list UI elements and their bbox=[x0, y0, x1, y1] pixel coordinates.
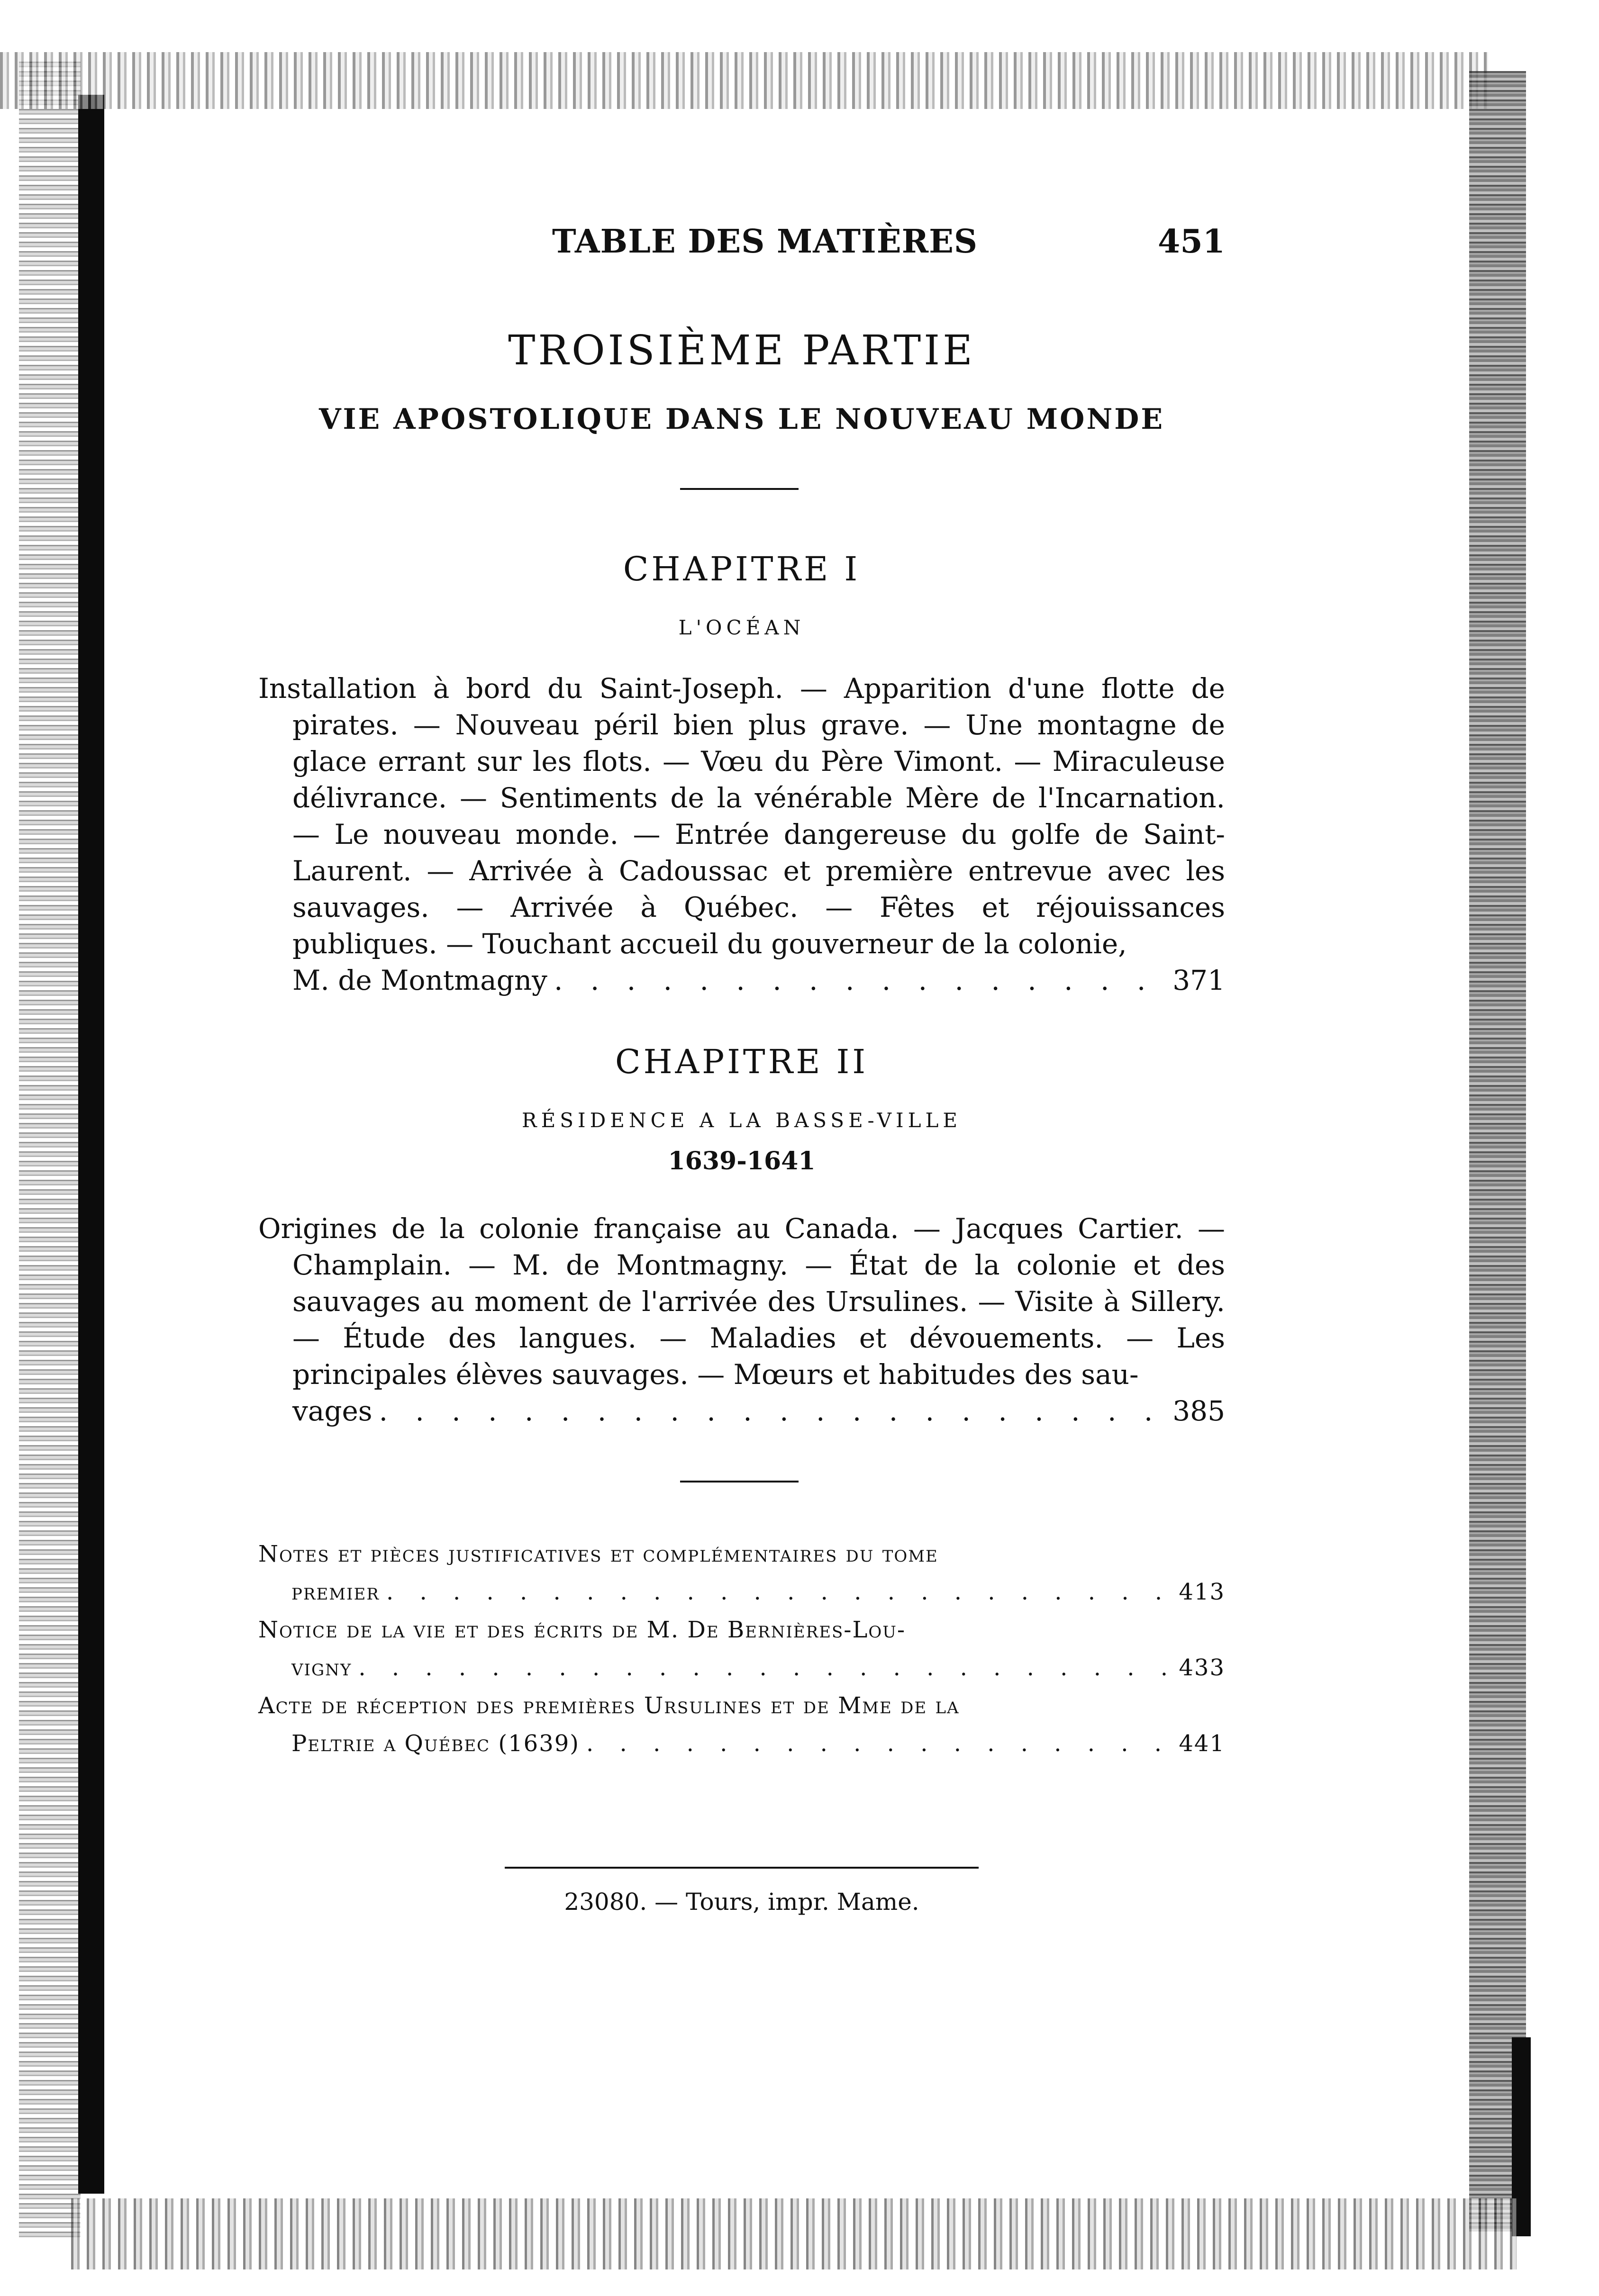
notes-entry-1-page: 413 bbox=[1179, 1579, 1225, 1605]
printer-imprint: 23080. — Tours, impr. Mame. bbox=[564, 1888, 919, 1916]
scan-edge-right bbox=[1469, 71, 1526, 2232]
chapter-1-summary-end: M. de Montmagny bbox=[292, 964, 547, 996]
chapter-1-subtitle: L'OCÉAN bbox=[678, 616, 805, 639]
running-head bbox=[258, 223, 1225, 261]
chapter-1-summary-text: Installation à bord du Saint-Joseph. — Apparition d'une flotte de pirates. — Nouveau péril bien plus grave. — Une montagne de glace errant sur les flots. — Vœu du Père Vimont. — Miraculeuse délivrance. — Sentiments de la vénérable Mère de l'Incarnation. — Le nouveau monde. — Entrée dangereuse du golfe de Saint-Laurent. — Arrivée à Cadoussac et première entrevue avec les sauvages. — Arrivée à Québec. — Fêtes et réjouissances publiques. — Touchant accueil du gouverneur de la colonie, bbox=[258, 672, 1225, 960]
scan-edge-top bbox=[0, 52, 1488, 109]
dot-leader bbox=[554, 962, 1166, 999]
dot-leader bbox=[358, 1649, 1172, 1687]
chapter-2-title: CHAPITRE II bbox=[615, 1042, 868, 1081]
notes-entry-2-page: 433 bbox=[1179, 1654, 1225, 1681]
chapter-1-page: 371 bbox=[1172, 964, 1225, 996]
running-title: TABLE DES MATIÈRES bbox=[552, 223, 978, 261]
part-title: TROISIÈME PARTIE bbox=[508, 327, 975, 374]
dot-leader bbox=[586, 1725, 1172, 1763]
notes-entry-2 bbox=[258, 1611, 1225, 1687]
chapter-1-title: CHAPITRE I bbox=[623, 550, 861, 588]
chapter-2-summary-end: vages bbox=[292, 1395, 372, 1427]
notes-entry-2-line2: vigny bbox=[291, 1654, 352, 1681]
chapter-2-summary bbox=[258, 1211, 1225, 1429]
notes-entry-3-line2: Peltrie a Québec (1639) bbox=[291, 1730, 580, 1757]
page-number: 451 bbox=[1158, 223, 1225, 261]
notes-entry-1-line1: Notes et pièces justificatives et complémentaires du tome bbox=[258, 1541, 938, 1567]
scan-edge-left-texture bbox=[19, 62, 81, 2241]
notes-entry-1-line2: premier bbox=[291, 1579, 380, 1605]
chapter-2-summary-text: Origines de la colonie française au Canada. — Jacques Cartier. — Champlain. — M. de Montmagny. — État de la colonie et des sauvages au moment de l'arrivée des Ursulines. — Visite à Sillery. — Étude des langues. — Maladies et dévouements. — Les principales élèves sauvages. — Mœurs et habitudes des sau- bbox=[258, 1212, 1225, 1391]
chapter-2-subtitle: RÉSIDENCE A LA BASSE-VILLE bbox=[521, 1109, 962, 1132]
dot-leader bbox=[379, 1393, 1166, 1429]
dot-leader bbox=[386, 1573, 1172, 1611]
footer-rule bbox=[505, 1867, 979, 1869]
notes-entry-3-line1: Acte de réception des premières Ursulines et de Mme de la bbox=[258, 1692, 960, 1719]
chapter-2-dates: 1639-1641 bbox=[668, 1147, 816, 1175]
notes-entry-2-line1: Notice de la vie et des écrits de M. De Bernières-Lou- bbox=[258, 1617, 906, 1643]
notes-entry-3-page: 441 bbox=[1179, 1730, 1225, 1757]
section-divider bbox=[680, 488, 799, 490]
notes-entry-3 bbox=[258, 1687, 1225, 1763]
chapter-1-summary bbox=[258, 670, 1225, 999]
notes-entry-1 bbox=[258, 1535, 1225, 1611]
scan-edge-bottom bbox=[71, 2198, 1517, 2269]
chapter-2-page: 385 bbox=[1172, 1395, 1225, 1427]
part-subtitle: VIE APOSTOLIQUE DANS LE NOUVEAU MONDE bbox=[318, 403, 1165, 436]
section-divider bbox=[680, 1481, 799, 1482]
scan-edge-left bbox=[78, 95, 104, 2194]
